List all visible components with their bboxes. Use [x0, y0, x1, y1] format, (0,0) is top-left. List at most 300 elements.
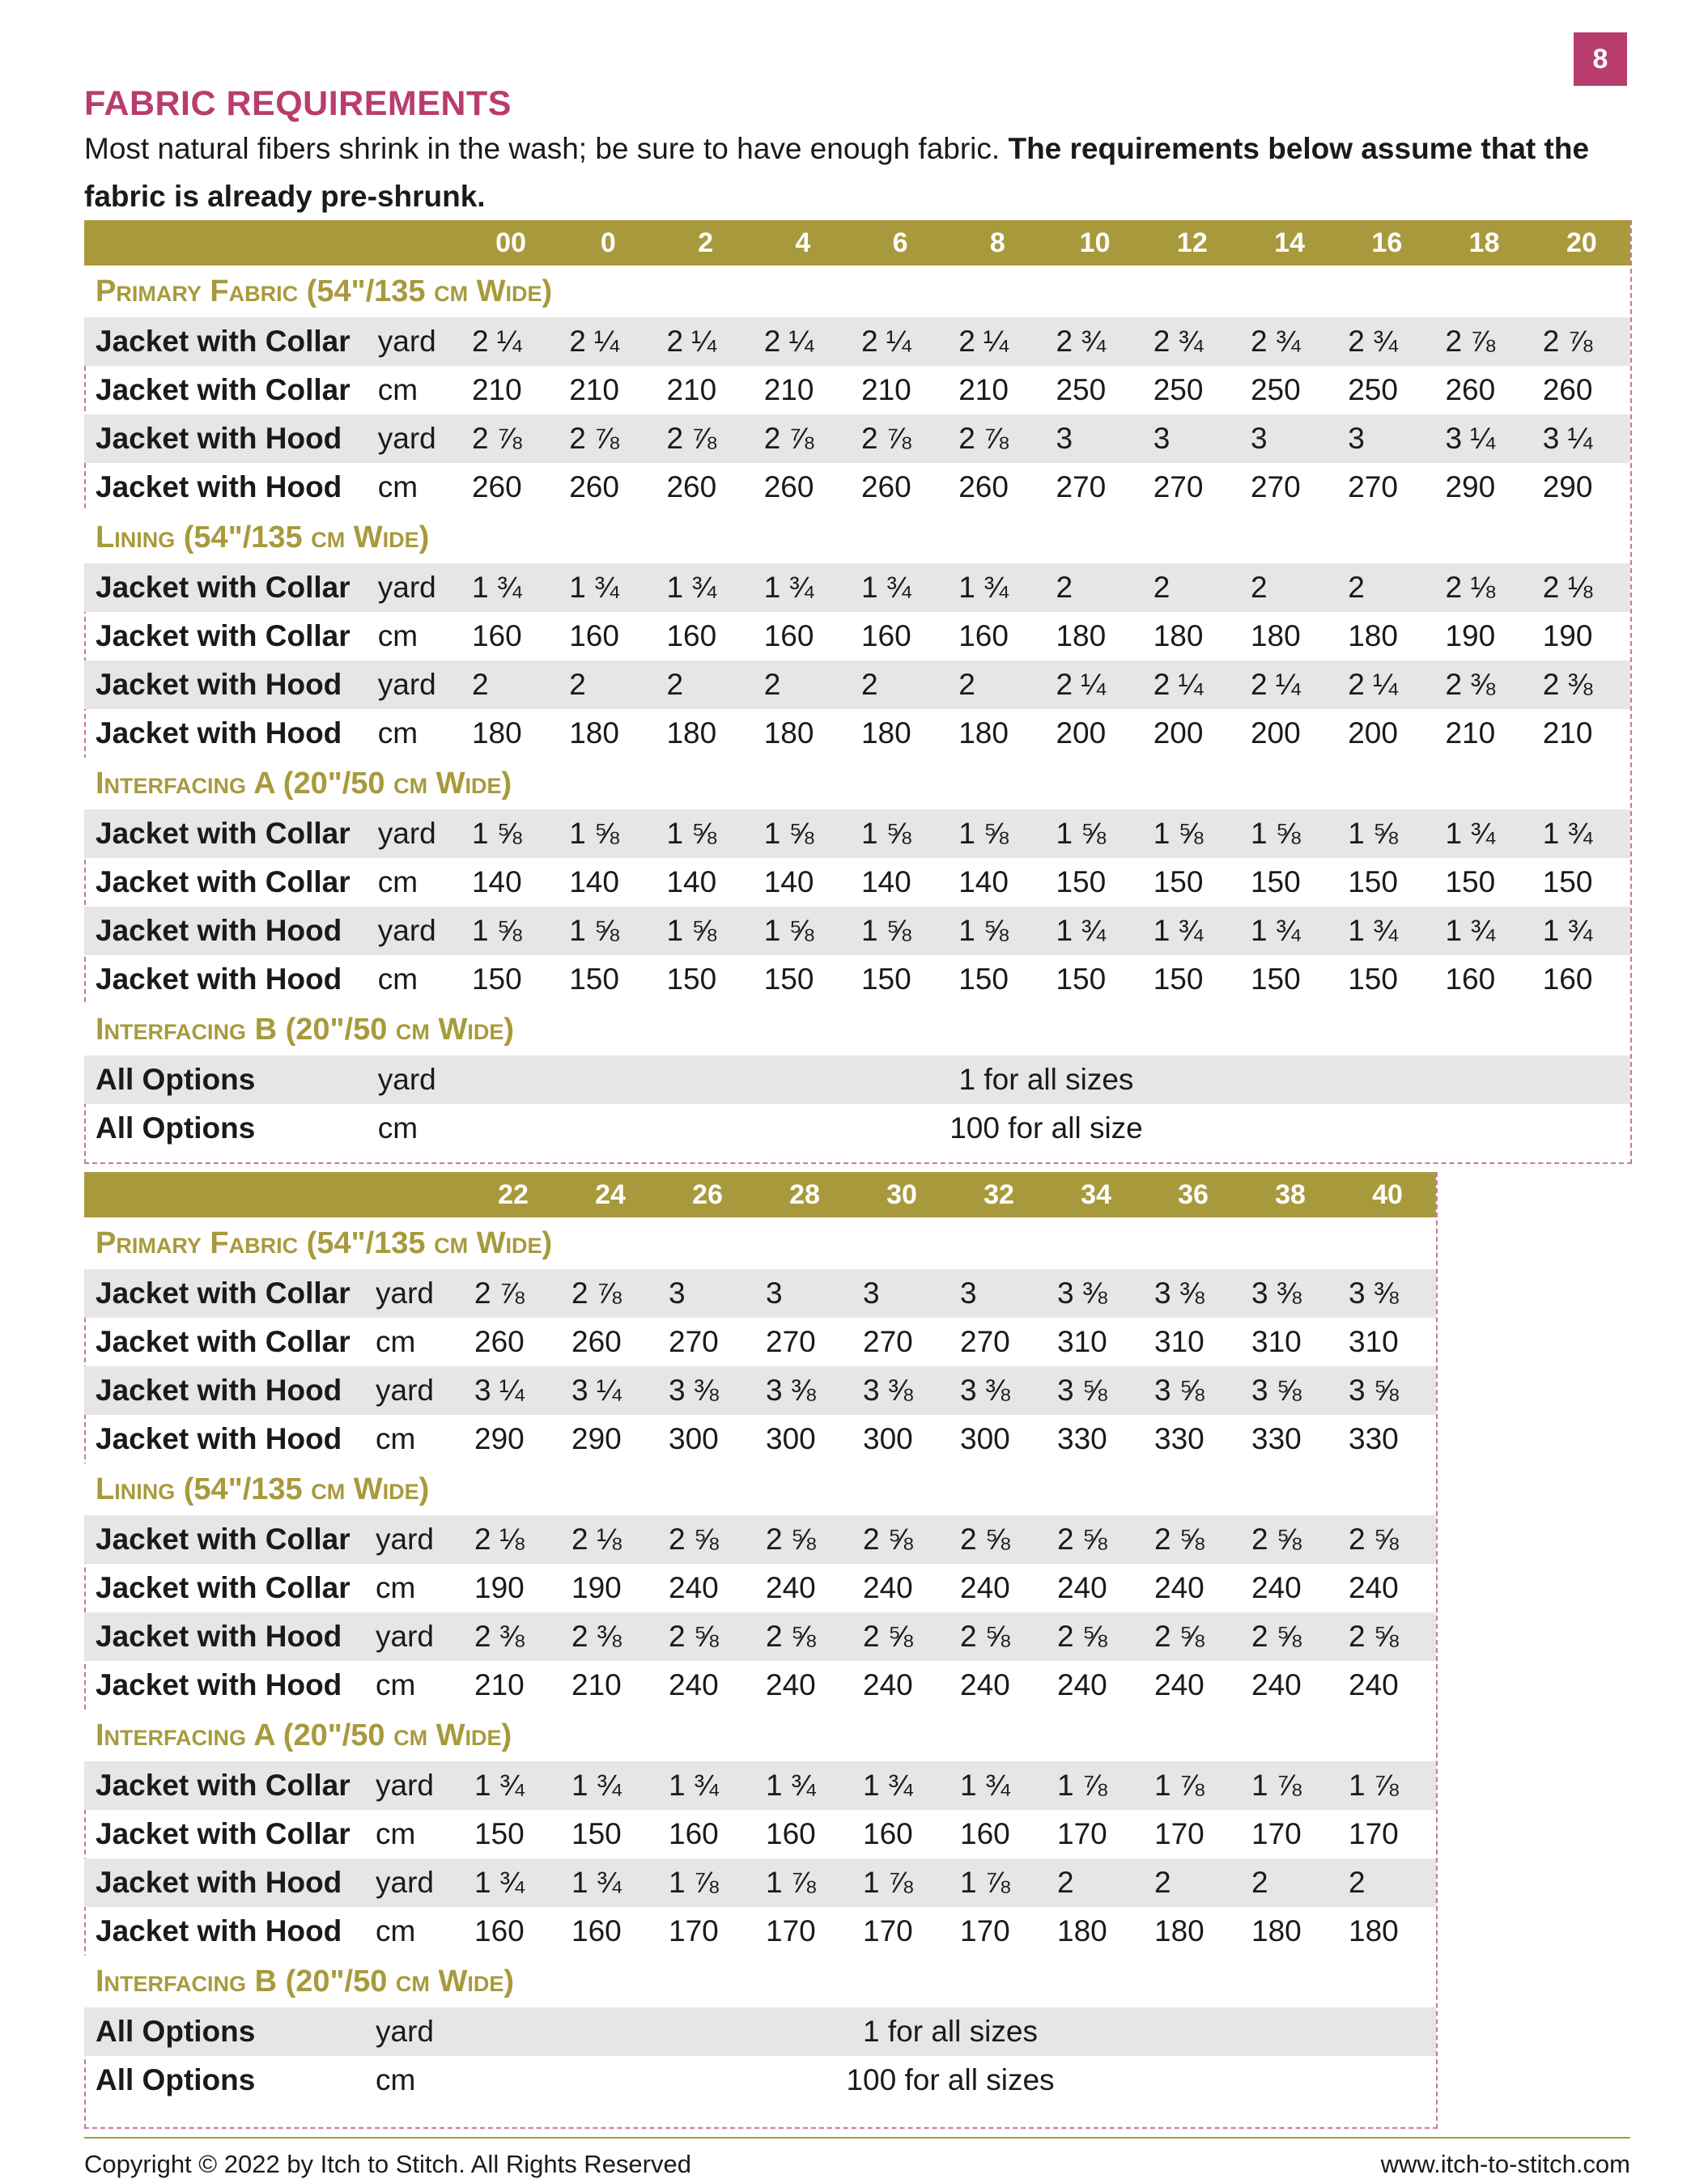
row-value: 260 — [569, 470, 619, 503]
section-title: Lining (54"/135 cm Wide) — [84, 1463, 1436, 1515]
row-value: 240 — [863, 1571, 913, 1604]
row-unit: yard — [376, 1366, 465, 1415]
row-unit: cm — [376, 1668, 416, 1701]
row-unit: cm — [377, 470, 419, 503]
table-row — [84, 366, 1630, 414]
row-value: 2 ⅝ — [659, 1612, 756, 1661]
row-value: 3 ¼ — [1533, 414, 1630, 463]
row-unit: cm — [377, 962, 419, 996]
row-value: 210 — [1542, 716, 1593, 750]
row-value: 180 — [666, 716, 717, 750]
row-label: Jacket with Collar — [84, 1515, 376, 1564]
row-value: 260 — [471, 470, 522, 503]
row-value: 1 ¾ — [949, 563, 1046, 612]
row-value: 160 — [958, 619, 1009, 652]
row-value: 3 ⅝ — [1339, 1366, 1436, 1415]
row-unit: yard — [376, 2007, 465, 2056]
row-value: 1 ¾ — [1046, 907, 1143, 955]
row-value: 180 — [1348, 619, 1398, 652]
row-value: 2 ⅝ — [1145, 1515, 1242, 1564]
row-value: 170 — [863, 1914, 913, 1948]
row-value: 160 — [471, 619, 522, 652]
row-unit: yard — [376, 1269, 465, 1318]
row-value: 2 ¼ — [754, 317, 852, 366]
table-row — [84, 1661, 1436, 1710]
row-value: 1 ⅞ — [1242, 1761, 1339, 1810]
row-value: 1 ⅝ — [949, 907, 1046, 955]
table-row — [84, 463, 1630, 512]
row-value: 1 ¾ — [465, 1761, 562, 1810]
row-value: 330 — [1349, 1422, 1399, 1455]
row-value: 270 — [1153, 470, 1204, 503]
row-value: 200 — [1056, 716, 1107, 750]
header-blank-cell — [378, 220, 462, 265]
row-label: Jacket with Hood — [84, 1858, 376, 1907]
row-value: 1 ⅝ — [656, 907, 754, 955]
row-value: 2 ⅞ — [754, 414, 852, 463]
size-header: 6 — [852, 220, 949, 265]
row-value: 1 ¾ — [656, 563, 754, 612]
row-value: 1 ¾ — [1144, 907, 1241, 955]
table-row — [84, 1318, 1436, 1366]
all-sizes-note: 100 for all size — [950, 1111, 1143, 1145]
row-value: 2 ⅝ — [1145, 1612, 1242, 1661]
row-unit: yard — [376, 1858, 465, 1907]
row-value: 2 ⅜ — [1435, 660, 1532, 709]
table-row — [84, 858, 1630, 907]
size-header: 24 — [562, 1172, 659, 1217]
row-value: 3 ⅜ — [659, 1366, 756, 1415]
row-value: 160 — [571, 1914, 622, 1948]
row-value: 2 ⅜ — [465, 1612, 562, 1661]
row-value: 150 — [1542, 865, 1593, 898]
row-value: 150 — [1250, 962, 1301, 996]
row-value: 2 — [559, 660, 656, 709]
row-label: Jacket with Hood — [96, 1914, 342, 1948]
header-blank-cell — [376, 1172, 465, 1217]
row-value: 210 — [571, 1668, 622, 1701]
row-value: 140 — [666, 865, 717, 898]
row-value: 1 ⅝ — [852, 907, 949, 955]
row-value: 2 ¼ — [852, 317, 949, 366]
row-value: 180 — [1153, 619, 1204, 652]
row-value: 310 — [1349, 1325, 1399, 1358]
row-value: 2 ⅝ — [950, 1612, 1047, 1661]
size-header: 32 — [950, 1172, 1047, 1217]
row-value: 1 ⅝ — [462, 809, 559, 858]
row-value: 240 — [1349, 1571, 1399, 1604]
table-row — [84, 660, 1630, 709]
row-value: 3 ⅜ — [853, 1366, 950, 1415]
row-value: 2 ⅝ — [1242, 1612, 1339, 1661]
row-value: 160 — [766, 1817, 816, 1850]
row-value: 2 — [1339, 1858, 1436, 1907]
row-value: 3 ⅜ — [950, 1366, 1047, 1415]
row-value: 3 ⅝ — [1242, 1366, 1339, 1415]
section-title: Primary Fabric (54"/135 cm Wide) — [84, 265, 1630, 317]
row-value: 150 — [860, 962, 911, 996]
row-value: 140 — [569, 865, 619, 898]
row-value: 2 — [1241, 563, 1338, 612]
row-unit: yard — [378, 809, 462, 858]
row-value: 3 — [1241, 414, 1338, 463]
row-value: 240 — [1154, 1668, 1205, 1701]
size-header-row — [84, 1172, 1436, 1217]
row-value: 2 ⅞ — [949, 414, 1046, 463]
row-value: 2 ¼ — [656, 317, 754, 366]
row-label: Jacket with Collar — [96, 619, 351, 652]
size-header: 2 — [656, 220, 754, 265]
row-value: 1 ⅞ — [1145, 1761, 1242, 1810]
row-value: 1 ⅝ — [1241, 809, 1338, 858]
row-label: Jacket with Hood — [96, 1668, 342, 1701]
row-value: 260 — [1445, 373, 1496, 406]
row-value: 3 ⅝ — [1047, 1366, 1145, 1415]
row-value: 270 — [863, 1325, 913, 1358]
row-value: 160 — [569, 619, 619, 652]
table-row — [84, 414, 1630, 463]
row-label: Jacket with Collar — [96, 1817, 351, 1850]
row-value: 3 — [950, 1269, 1047, 1318]
size-header: 20 — [1533, 220, 1630, 265]
row-value: 240 — [1057, 1571, 1107, 1604]
row-value: 1 ¾ — [559, 563, 656, 612]
row-value: 2 ⅞ — [656, 414, 754, 463]
row-value: 1 ⅝ — [559, 907, 656, 955]
row-value: 250 — [1250, 373, 1301, 406]
all-sizes-note: 100 for all sizes — [846, 2063, 1055, 2096]
row-unit: yard — [378, 907, 462, 955]
row-value: 2 ¼ — [462, 317, 559, 366]
row-value: 1 ⅝ — [462, 907, 559, 955]
row-value: 190 — [1445, 619, 1496, 652]
row-value: 160 — [960, 1817, 1010, 1850]
row-value: 240 — [1251, 1571, 1302, 1604]
row-value: 180 — [1057, 1914, 1107, 1948]
row-label: Jacket with Hood — [96, 1422, 342, 1455]
all-sizes-note: 1 for all sizes — [462, 1056, 1630, 1104]
row-value: 2 — [462, 660, 559, 709]
row-label: Jacket with Hood — [84, 414, 378, 463]
table-row — [84, 2007, 1436, 2056]
header-blank-cell — [84, 220, 378, 265]
table-row — [84, 2056, 1436, 2105]
row-unit: yard — [378, 660, 462, 709]
row-value: 2 ⅝ — [756, 1612, 853, 1661]
footer-copyright: Copyright © 2022 by Itch to Stitch. All Rights Reserved — [84, 2150, 691, 2178]
row-value: 3 ⅜ — [1339, 1269, 1436, 1318]
row-value: 260 — [666, 470, 717, 503]
table-row — [84, 1104, 1630, 1153]
row-unit: cm — [376, 1817, 416, 1850]
table-row — [84, 1810, 1436, 1858]
size-header: 34 — [1047, 1172, 1145, 1217]
section-row — [84, 1004, 1630, 1056]
row-value: 2 — [1144, 563, 1241, 612]
row-label: Jacket with Hood — [84, 907, 378, 955]
row-value: 1 ¾ — [465, 1858, 562, 1907]
row-label: Jacket with Collar — [96, 1571, 351, 1604]
row-value: 2 ⅜ — [1533, 660, 1630, 709]
row-value: 150 — [666, 962, 717, 996]
row-value: 1 ⅝ — [852, 809, 949, 858]
row-value: 240 — [1251, 1668, 1302, 1701]
size-header: 36 — [1145, 1172, 1242, 1217]
section-row — [84, 758, 1630, 809]
row-value: 2 ⅞ — [559, 414, 656, 463]
size-header: 28 — [756, 1172, 853, 1217]
row-value: 210 — [569, 373, 619, 406]
size-header: 30 — [853, 1172, 950, 1217]
row-value: 3 ⅜ — [1145, 1269, 1242, 1318]
row-value: 190 — [474, 1571, 525, 1604]
row-value: 3 ¼ — [465, 1366, 562, 1415]
section-title: Interfacing A (20"/50 cm Wide) — [84, 1710, 1436, 1761]
row-value: 210 — [958, 373, 1009, 406]
row-value: 1 ⅞ — [659, 1858, 756, 1907]
row-value: 200 — [1153, 716, 1204, 750]
row-value: 2 — [1145, 1858, 1242, 1907]
intro-text — [84, 125, 1630, 220]
row-value: 150 — [1056, 865, 1107, 898]
row-value: 1 ¾ — [1435, 809, 1532, 858]
row-label: Jacket with Hood — [96, 716, 342, 750]
row-value: 1 ⅞ — [950, 1858, 1047, 1907]
row-value: 2 — [1242, 1858, 1339, 1907]
row-label: Jacket with Collar — [96, 1325, 351, 1358]
row-value: 150 — [569, 962, 619, 996]
row-value: 260 — [1542, 373, 1593, 406]
table-row — [84, 1415, 1436, 1463]
row-value: 1 ¾ — [1241, 907, 1338, 955]
row-value: 2 — [1338, 563, 1435, 612]
row-unit: yard — [378, 563, 462, 612]
table-row — [84, 612, 1630, 660]
row-value: 2 ⅞ — [465, 1269, 562, 1318]
row-value: 1 ⅞ — [1339, 1761, 1436, 1810]
row-value: 180 — [958, 716, 1009, 750]
row-value: 190 — [571, 1571, 622, 1604]
row-value: 170 — [1349, 1817, 1399, 1850]
row-value: 200 — [1348, 716, 1398, 750]
row-value: 290 — [474, 1422, 525, 1455]
row-value: 180 — [1154, 1914, 1205, 1948]
fabric-table-sizes-22-40 — [84, 1172, 1436, 2105]
row-value: 1 ⅝ — [1338, 809, 1435, 858]
row-value: 240 — [863, 1668, 913, 1701]
table-row — [84, 563, 1630, 612]
row-unit: cm — [377, 865, 419, 898]
row-value: 2 ¼ — [1046, 660, 1143, 709]
row-value: 2 ¼ — [559, 317, 656, 366]
row-value: 1 ¾ — [562, 1761, 659, 1810]
row-value: 260 — [571, 1325, 622, 1358]
row-value: 270 — [669, 1325, 719, 1358]
row-value: 2 — [656, 660, 754, 709]
row-value: 150 — [763, 962, 814, 996]
row-value: 180 — [860, 716, 911, 750]
row-value: 290 — [571, 1422, 622, 1455]
row-unit: cm — [376, 1422, 416, 1455]
row-value: 250 — [1056, 373, 1107, 406]
intro-bold-text: The requirements below assume that the fabric is already pre-shrunk. — [84, 132, 1590, 213]
row-value: 2 ⅝ — [853, 1612, 950, 1661]
row-value: 2 ⅞ — [852, 414, 949, 463]
row-value: 180 — [569, 716, 619, 750]
table-row — [84, 955, 1630, 1004]
row-unit: cm — [376, 2063, 416, 2096]
row-value: 2 ¼ — [1241, 660, 1338, 709]
row-value: 2 ⅜ — [562, 1612, 659, 1661]
row-value: 2 — [1046, 563, 1143, 612]
row-value: 150 — [571, 1817, 622, 1850]
row-value: 1 ¾ — [853, 1761, 950, 1810]
footer-divider — [84, 2137, 1630, 2139]
row-value: 140 — [958, 865, 1009, 898]
size-header: 8 — [949, 220, 1046, 265]
row-value: 2 ¾ — [1241, 317, 1338, 366]
row-value: 190 — [1542, 619, 1593, 652]
row-value: 3 — [1144, 414, 1241, 463]
row-value: 1 ¾ — [562, 1858, 659, 1907]
row-value: 1 ¾ — [1338, 907, 1435, 955]
table-row — [84, 1564, 1436, 1612]
row-value: 180 — [471, 716, 522, 750]
row-label: Jacket with Collar — [96, 373, 351, 406]
footer-website-link[interactable]: www.itch-to-stitch.com — [1380, 2150, 1630, 2178]
row-label: Jacket with Collar — [84, 317, 378, 366]
row-unit: cm — [377, 1111, 419, 1145]
row-value: 3 — [659, 1269, 756, 1318]
row-value: 160 — [1445, 962, 1496, 996]
row-unit: cm — [376, 1325, 416, 1358]
row-label: All Options — [84, 1056, 378, 1104]
row-value: 150 — [1153, 962, 1204, 996]
row-unit: yard — [376, 1761, 465, 1810]
size-header: 18 — [1435, 220, 1532, 265]
row-value: 2 — [1047, 1858, 1145, 1907]
row-value: 2 ⅞ — [562, 1269, 659, 1318]
row-value: 2 ⅞ — [462, 414, 559, 463]
row-value: 200 — [1250, 716, 1301, 750]
row-unit: cm — [376, 1914, 416, 1948]
row-unit: cm — [377, 716, 419, 750]
row-value: 270 — [960, 1325, 1010, 1358]
row-label: Jacket with Collar — [96, 865, 351, 898]
table-row — [84, 1907, 1436, 1956]
row-value: 1 ⅝ — [754, 809, 852, 858]
row-value: 170 — [766, 1914, 816, 1948]
row-value: 210 — [763, 373, 814, 406]
row-value: 310 — [1154, 1325, 1205, 1358]
row-value: 270 — [1348, 470, 1398, 503]
row-value: 140 — [471, 865, 522, 898]
row-value: 140 — [763, 865, 814, 898]
row-value: 160 — [763, 619, 814, 652]
row-value: 1 ¾ — [1533, 809, 1630, 858]
header-blank-cell — [84, 1172, 376, 1217]
row-value: 310 — [1057, 1325, 1107, 1358]
table-row — [84, 1366, 1436, 1415]
section-title: Primary Fabric (54"/135 cm Wide) — [84, 1217, 1436, 1269]
row-value: 160 — [669, 1817, 719, 1850]
row-label: Jacket with Collar — [84, 563, 378, 612]
row-value: 2 ⅞ — [1533, 317, 1630, 366]
row-value: 180 — [1251, 1914, 1302, 1948]
row-value: 1 ¾ — [754, 563, 852, 612]
row-value: 240 — [1154, 1571, 1205, 1604]
row-value: 300 — [960, 1422, 1010, 1455]
row-value: 240 — [1057, 1668, 1107, 1701]
row-value: 1 ¾ — [659, 1761, 756, 1810]
row-value: 3 ⅜ — [1047, 1269, 1145, 1318]
row-value: 1 ¾ — [1533, 907, 1630, 955]
row-value: 240 — [960, 1668, 1010, 1701]
row-value: 160 — [1542, 962, 1593, 996]
section-row — [84, 1710, 1436, 1761]
row-value: 3 — [853, 1269, 950, 1318]
row-value: 160 — [474, 1914, 525, 1948]
row-value: 150 — [1348, 962, 1398, 996]
row-value: 240 — [766, 1668, 816, 1701]
row-value: 2 ⅛ — [465, 1515, 562, 1564]
row-unit: cm — [376, 1571, 416, 1604]
table-row — [84, 1761, 1436, 1810]
row-value: 150 — [471, 962, 522, 996]
row-value: 3 ¼ — [562, 1366, 659, 1415]
row-value: 3 ⅜ — [756, 1366, 853, 1415]
size-header: 10 — [1046, 220, 1143, 265]
row-value: 170 — [669, 1914, 719, 1948]
row-value: 1 ⅝ — [1046, 809, 1143, 858]
size-header: 38 — [1242, 1172, 1339, 1217]
table-row — [84, 907, 1630, 955]
row-value: 290 — [1542, 470, 1593, 503]
row-value: 150 — [1445, 865, 1496, 898]
row-value: 240 — [669, 1668, 719, 1701]
row-value: 2 ⅝ — [1242, 1515, 1339, 1564]
row-unit: yard — [378, 317, 462, 366]
section-title: Interfacing B (20"/50 cm Wide) — [84, 1956, 1436, 2007]
table-row — [84, 317, 1630, 366]
size-header: 22 — [465, 1172, 562, 1217]
row-value: 170 — [960, 1914, 1010, 1948]
row-value: 1 ¾ — [462, 563, 559, 612]
row-value: 240 — [669, 1571, 719, 1604]
row-value: 150 — [1250, 865, 1301, 898]
size-header: 26 — [659, 1172, 756, 1217]
row-value: 240 — [960, 1571, 1010, 1604]
row-label: Jacket with Collar — [84, 1761, 376, 1810]
row-value: 2 — [949, 660, 1046, 709]
row-value: 2 ⅛ — [562, 1515, 659, 1564]
row-value: 150 — [474, 1817, 525, 1850]
row-value: 2 ⅝ — [659, 1515, 756, 1564]
size-header: 0 — [559, 220, 656, 265]
row-unit: yard — [378, 1056, 462, 1104]
row-value: 1 ⅞ — [853, 1858, 950, 1907]
row-value: 150 — [958, 962, 1009, 996]
row-value: 3 ⅜ — [1242, 1269, 1339, 1318]
row-value: 2 ¾ — [1046, 317, 1143, 366]
row-value: 1 ¾ — [1435, 907, 1532, 955]
row-value: 1 ⅝ — [754, 907, 852, 955]
table-row — [84, 809, 1630, 858]
row-label: Jacket with Hood — [84, 660, 378, 709]
row-value: 2 ¾ — [1338, 317, 1435, 366]
row-value: 150 — [1348, 865, 1398, 898]
row-value: 330 — [1154, 1422, 1205, 1455]
